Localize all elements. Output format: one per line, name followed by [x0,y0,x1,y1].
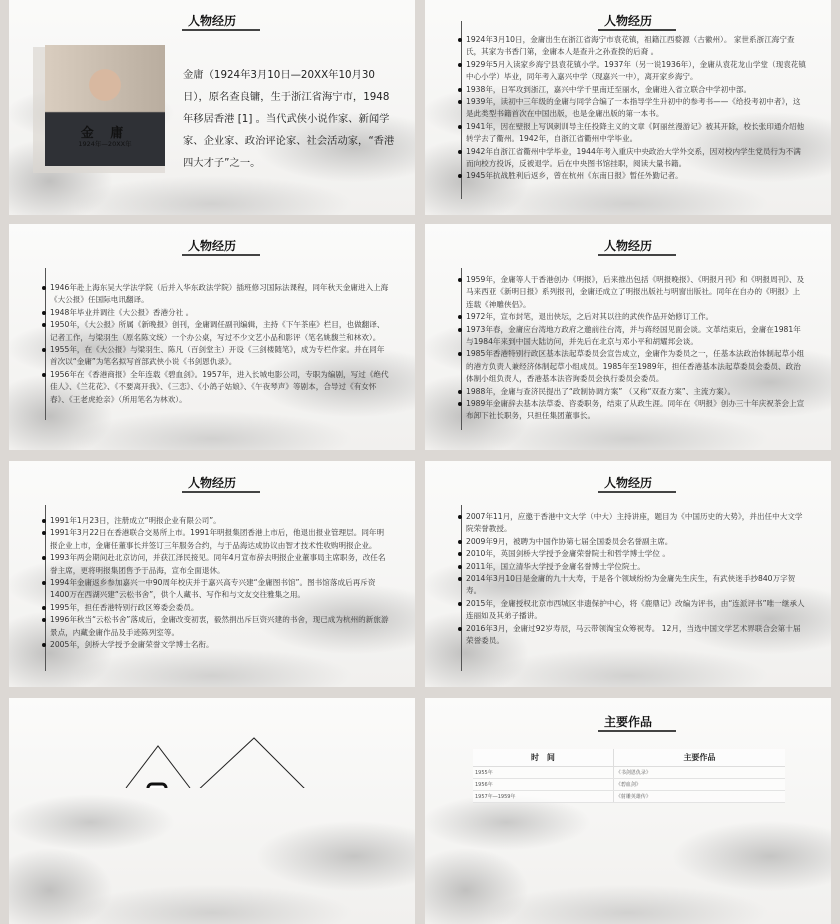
cell-work: 《射雕英雄传》 [613,791,785,803]
timeline-item: 1988年，金庸与查济民提出了“政制协调方案” （又称“双查方案”、主流方案）。 [466,386,806,398]
slide-section-cover[interactable] [9,698,415,924]
timeline-item: 2005年，剑桥大学授予金庸荣誉文学博士名衔。 [50,639,390,651]
timeline-item: 1939年，读初中三年级的金庸与同学合编了一本指导学生升初中的参考书——《给投考初中者》，这是此类型书籍首次在中国出版，也是金庸出版的第一本书。 [466,96,806,121]
table-row [473,767,785,779]
slide-timeline-3[interactable] [425,224,831,450]
timeline-list [466,274,806,423]
table-row [473,779,785,791]
timeline-item: 2009年9月，被聘为中国作协第七届全国委员会名誉副主席。 [466,536,806,548]
cell-time: 1957年—1959年 [473,791,613,803]
title-underline [598,491,676,493]
timeline-item: 1995年，担任香港特别行政区筹委会委员。 [50,602,390,614]
title-underline [182,29,260,31]
slide-title: 人物经历 [187,476,236,490]
timeline-line [461,21,462,199]
timeline-item: 1994年金庸返乡参加嘉兴一中90周年校庆并于嘉兴高专兴建“金庸图书馆”。图书馆落成后再斥资1400万在西湖兴建“云松书舍”，供个人藏书、写作和与文友交往雅集之用。 [50,577,390,602]
timeline-line [461,505,462,671]
table-header-row [473,749,785,767]
timeline-item: 2016年3月，金庸过92岁寿辰，马云带领淘宝众筹祝寿。 12月，当选中国文学艺术界联合会第十届荣誉委员。 [466,623,806,648]
slide-title: 人物经历 [603,239,652,253]
timeline-item: 1991年1月23日，注册成立“明报企业有限公司”。 [50,515,390,527]
timeline-item: 1996年秋当“云松书舍”落成后，金庸改变初衷，毅然捐出斥巨资兴建的书舍，现已成为杭州的新旅游景点，内藏金庸作品及手迹陈列室等。 [50,614,390,639]
slide-title: 人物经历 [603,476,652,490]
timeline-item: 1945年抗战胜利后返乡，曾在杭州《东南日报》暂任外勤记者。 [466,170,806,182]
timeline-item: 1955年，在《大公报》与梁羽生、陈凡（百剑堂主）开设《三剑楼随笔》，成为专栏作家。并在同年首次以“金庸”为笔名拟写首部武侠小说《书剑恩仇录》。 [50,344,390,369]
timeline-item: 2014年3月10日是金庸的九十大寿，于是各个领域纷纷为金庸先生庆生，有武侠迷手抄840万字贺寿。 [466,573,806,598]
timeline-item: 1924年3月10日，金庸出生在浙江省海宁市袁花镇，祖籍江西婺源（古徽州）。 家世系浙江海宁查氏，其家为书香门第，金庸本人是查升之孙查揆的后裔 。 [466,34,806,59]
slide-title: 人物经历 [187,14,236,28]
title-underline [182,491,260,493]
timeline-item: 1941年，因在壁报上写讽刺训导主任投降主义的文章《阿丽丝漫游记》被其开除，校长张印通介绍他转学去了衢州。1942年，自浙江省衢州中学毕业。 [466,121,806,146]
column-header-works: 主要作品 [613,749,785,767]
timeline-item: 1989年金庸辞去基本法草委、咨委职务，结束了从政生涯。同年在《明报》创办三十年庆祝茶会上宣布卸下社长职务，只担任集团董事长。 [466,398,806,423]
timeline-item: 1938年，日军攻到浙江，嘉兴中学千里南迁至丽水，金庸进入省立联合中学初中部。 [466,84,806,96]
slide-timeline-5[interactable] [425,461,831,687]
photo-name: 金 庸 [80,126,130,141]
timeline-list [466,34,806,183]
photo-years: 1924年—20XX年 [78,140,132,148]
timeline-line [45,268,46,420]
column-header-time: 时 间 [473,749,613,767]
cell-time: 1955年 [473,767,613,779]
diamond-shapes [9,698,415,788]
cell-time: 1956年 [473,779,613,791]
timeline-item: 1950年，《大公报》所属《新晚报》创刊，金庸调任副刊编辑，主持《下午茶座》栏目，也做翻译、记者工作，与梁羽生（原名陈文统）一个办公桌，写过不少文艺小品和影评（笔名姚馥兰和林欢）。 [50,319,390,344]
timeline-item: 1973年春，金庸应台湾地方政府之邀前往台湾，并与蒋经国见面会谈。文革结束后，金庸在1981年与1984年来到中国大陆访问，并先后在北京与邓小平和胡耀邦会谈。 [466,324,806,349]
timeline-item: 1956年在《香港商报》全年连载《碧血剑》。1957年，进入长城电影公司，专职为编剧，写过《绝代佳人》、《兰花花》、《不要离开我》、《三恋》、《小鸽子姑娘》、《午夜琴声》等剧本，合导过《有女怀春》、《王老虎抢亲》（所用笔名为林欢）。 [50,369,390,406]
timeline-list [50,515,390,651]
cell-work: 《碧血剑》 [613,779,785,791]
slide-timeline-4[interactable] [9,461,415,687]
works-table [473,749,785,803]
title-underline [182,254,260,256]
timeline-line [461,268,462,430]
title-underline [598,29,676,31]
slide-title: 主要作品 [603,715,652,729]
table-row [473,791,785,803]
timeline-item: 2010年，英国剑桥大学授予金庸荣誉院士和哲学博士学位 。 [466,548,806,560]
slide-timeline-2[interactable] [9,224,415,450]
timeline-item: 1991年3月22日在香港联合交易所上市。1991年明报集团香港上市后，他退出报业管理层。同年明报企业上市，金庸任董事长并签订三年服务合约，与于品海达成协议由智才技术性收购明报企业。 [50,527,390,552]
timeline-item: 2015年，金庸授权北京市西城区非遗保护中心，将《鹿鼎记》改编为评书，由“连派评书”唯一继承人连丽如及其弟子播讲。 [466,598,806,623]
timeline-item: 2007年11月，应邀于香港中文大学（中大）主持讲座，题目为《中国历史的大势》，并出任中大文学院荣誉教授。 [466,511,806,536]
slide-timeline-1[interactable] [425,0,831,215]
timeline-item: 2011年，国立清华大学授予金庸名誉博士学位院士。 [466,561,806,573]
timeline-item: 1972年，宣布封笔，退出侠坛，之后对其以往的武侠作品开始修订工作。 [466,311,806,323]
slide-title: 人物经历 [187,239,236,253]
timeline-item: 1929年5月入读家乡海宁县袁花镇小学。1937年（另一说1936年），金庸从袁花龙山学堂（现袁花镇中心小学）毕业，同年考入嘉兴中学（现嘉兴一中），离开家乡海宁。 [466,59,806,84]
timeline-item: 1942年自浙江省衢州中学毕业，1944年考入重庆中央政治大学外交系，因对校内学生党员行为不满而向校方投诉，反被退学。后在中央图书馆挂职，阅读大量书籍。 [466,146,806,171]
cell-work: 《书剑恩仇录》 [613,767,785,779]
portrait-photo [45,45,165,166]
slide-main-works[interactable] [425,698,831,924]
timeline-item: 1946年赴上海东吴大学法学院（后并入华东政法学院）插班修习国际法课程，同年秋天金庸进入上海《大公报》任国际电讯翻译。 [50,282,390,307]
slide-title: 人物经历 [603,14,652,28]
timeline-list [50,282,390,406]
timeline-item: 1948年毕业并调往《大公报》香港分社 。 [50,307,390,319]
timeline-list [466,511,806,647]
title-underline [598,730,676,732]
title-underline [598,254,676,256]
intro-text: 金庸（1924年3月10日—20XX年10月30日），原名查良镛，生于浙江省海宁市，1948年移居香港 [1] 。当代武侠小说作家、新闻学家、企业家、政治评论家、社会活动家，“香港四大才子”之一。 [183,69,395,169]
timeline-item: 1993年两会期间赴北京访问，并获江泽民接见。同年4月宣布辞去明报企业董事局主席职务，改任名誉主席，更将明报集团售予于品海，宣布全面退休。 [50,552,390,577]
slide-intro[interactable] [9,0,415,215]
timeline-item: 1959年，金庸等人于香港创办《明报》，后来推出包括《明报晚报》、《明报月刊》和《明报周刊》、及马来西亚《新明日报》系列报刊，金庸还成立了明报出版社与明窗出版社。同年在自办的《明报》上连载《神雕侠侣》。 [466,274,806,311]
timeline-item: 1985年香港特别行政区基本法起草委员会宣告成立，金庸作为委员之一，任基本法政治体制起草小组的港方负责人兼经济体制起草小组成员。1985年至1989年，担任香港基本法起草委员会委员、政治体制小组负责人，香港基本法咨询委员会执行委员会委员。 [466,348,806,385]
